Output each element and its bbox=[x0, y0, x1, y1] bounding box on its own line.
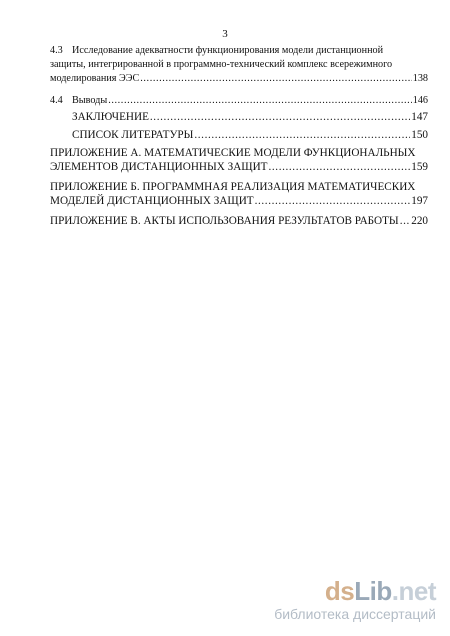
dslib-logo: dsLib.net bbox=[324, 576, 436, 606]
toc-entry-appendix-v bbox=[50, 214, 428, 228]
toc-entry-number: 4.3 bbox=[50, 45, 63, 56]
leader-dots bbox=[400, 214, 411, 228]
toc-page-number: 138 bbox=[412, 73, 428, 84]
toc-entry-appendix-b bbox=[50, 180, 428, 208]
toc-entry-text: ЗАКЛЮЧЕНИЕ bbox=[72, 111, 149, 123]
toc-page-number: 220 bbox=[411, 215, 428, 227]
leader-dots bbox=[108, 94, 412, 108]
leader-dots bbox=[140, 72, 411, 86]
toc-entry-appendix-a bbox=[50, 146, 428, 174]
leader-dots bbox=[150, 110, 410, 124]
toc-entry-4-4 bbox=[50, 94, 428, 108]
toc-page-number: 147 bbox=[411, 111, 428, 123]
toc-page-number: 150 bbox=[411, 129, 428, 141]
toc-entry-number: 4.4 bbox=[50, 95, 63, 106]
page-number: 3 bbox=[222, 28, 228, 40]
leader-dots bbox=[255, 194, 411, 208]
leader-dots bbox=[194, 128, 410, 142]
toc-entry-text: Исследование адекватности функционирования модели дистанционной bbox=[72, 45, 384, 56]
watermark-subtitle: библиотека диссертаций bbox=[274, 606, 436, 622]
toc-entry-text: ЭЛЕМЕНТОВ ДИСТАНЦИОННЫХ ЗАЩИТ bbox=[50, 161, 268, 173]
toc-entry-text: защиты, интегрированной в программно-технический комплекс всережимного bbox=[50, 59, 393, 70]
toc-entry-conclusion bbox=[50, 110, 428, 124]
toc-entry-text: ПРИЛОЖЕНИЕ В. АКТЫ ИСПОЛЬЗОВАНИЯ РЕЗУЛЬТАТОВ РАБОТЫ bbox=[50, 215, 399, 227]
toc-entry-text: моделирования ЭЭС bbox=[50, 73, 140, 84]
leader-dots bbox=[269, 160, 411, 174]
toc-page-number: 197 bbox=[411, 195, 428, 207]
toc-entry-text: ПРИЛОЖЕНИЕ А. МАТЕМАТИЧЕСКИЕ МОДЕЛИ ФУНКЦИОНАЛЬНЫХ bbox=[50, 147, 416, 159]
toc-entry-text: ПРИЛОЖЕНИЕ Б. ПРОГРАММНАЯ РЕАЛИЗАЦИЯ МАТЕМАТИЧЕСКИХ bbox=[50, 181, 416, 193]
toc-page-number: 159 bbox=[411, 161, 428, 173]
toc-entry-4-3 bbox=[50, 44, 428, 86]
watermark bbox=[274, 578, 436, 622]
toc-entry-text: МОДЕЛЕЙ ДИСТАНЦИОННЫХ ЗАЩИТ bbox=[50, 195, 254, 207]
toc-entry-text: СПИСОК ЛИТЕРАТУРЫ bbox=[72, 129, 194, 141]
toc-entry-references bbox=[50, 128, 428, 142]
toc-entry-text: Выводы bbox=[72, 95, 108, 106]
toc-page-number: 146 bbox=[412, 95, 428, 106]
